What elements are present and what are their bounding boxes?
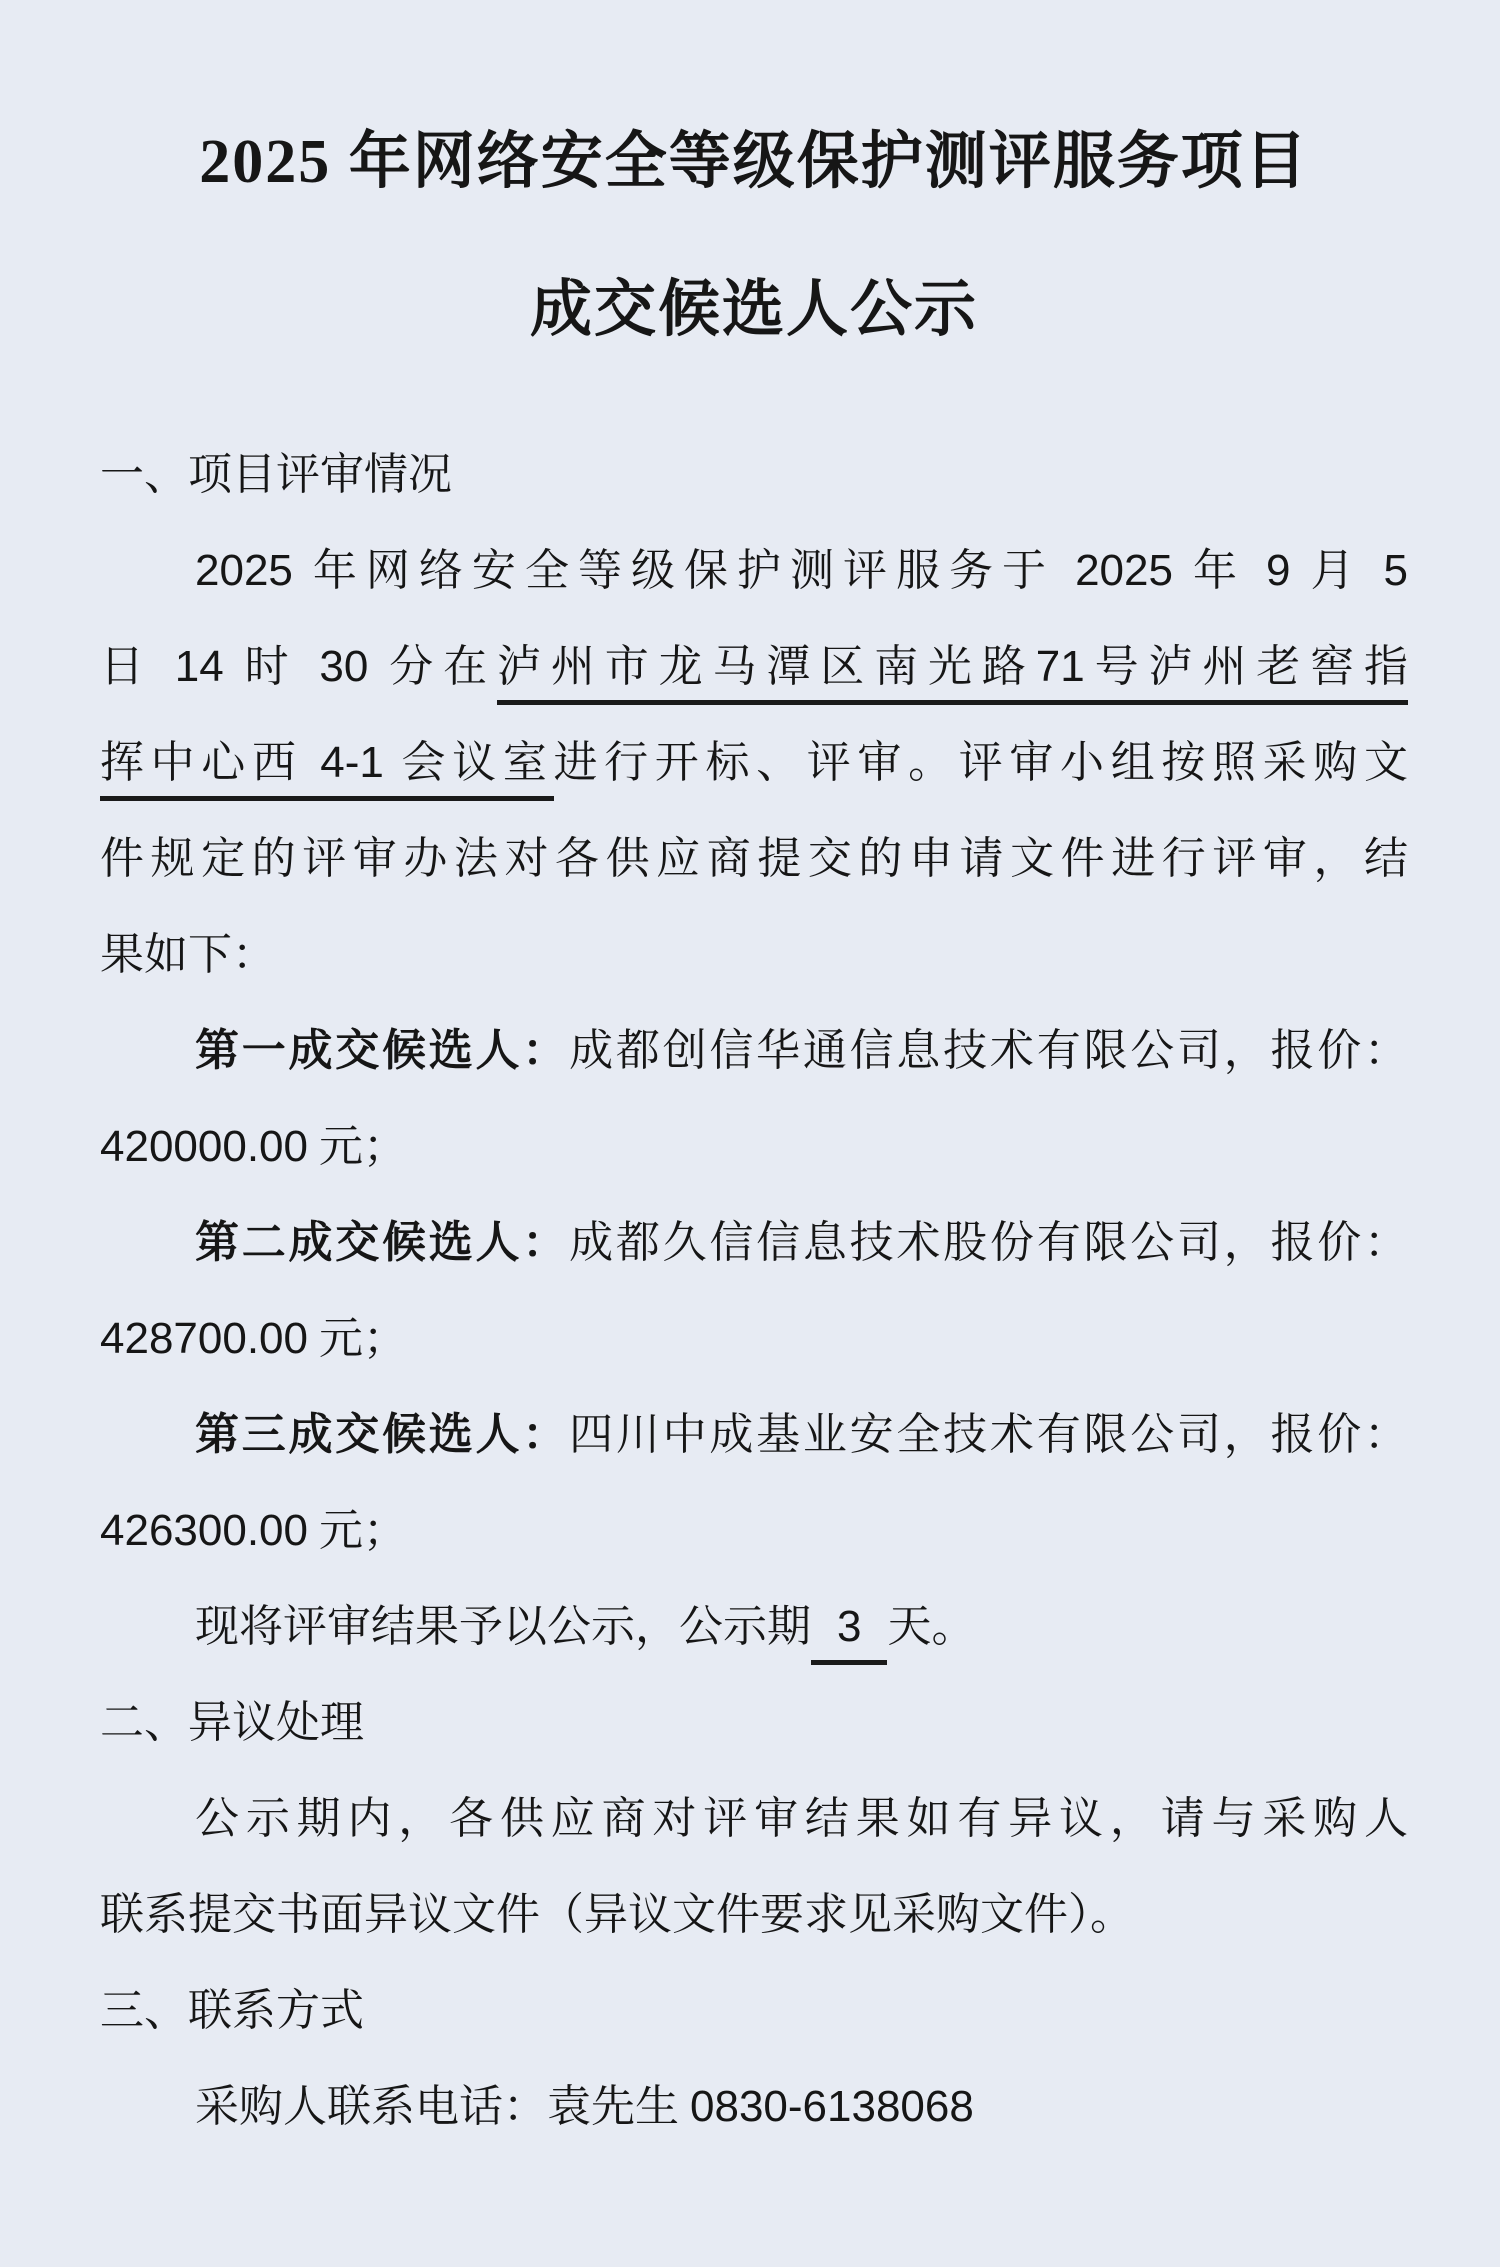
candidate-3-label: 第三成交候选人： <box>195 1410 570 1459</box>
p3-line-1: 公示期内，各供应商对评审结果如有异议，请与采购人 <box>195 1794 1408 1843</box>
candidate-3-price-line: 426300.00 元； <box>100 1506 407 1555</box>
candidate-3-price: 426300.00 <box>100 1506 308 1555</box>
contact-line <box>100 2059 1408 2155</box>
publicity-days: 3 <box>811 1602 887 1665</box>
section-3-heading-text: 三、联系方式 <box>100 1986 364 2035</box>
candidate-1-line <box>100 1003 1408 1099</box>
candidate-1-label: 第一成交候选人： <box>195 1026 570 1075</box>
candidate-2-price: 428700.00 <box>100 1314 308 1363</box>
section-1-heading-text: 一、项目评审情况 <box>100 450 452 499</box>
p1-line-2: 日 14 时 30 分在泸州市龙马潭区南光路71号泸州老窖指 <box>100 619 1408 715</box>
candidate-3-line <box>100 1387 1408 1483</box>
candidate-1-company: 成都创信华通信息技术有限公司，报价： <box>569 1026 1408 1075</box>
venue-underline-part-4: 会议室 <box>384 738 554 801</box>
venue-underline-part-1: 泸州市龙马潭区南光路 <box>497 642 1036 705</box>
section-2-heading-text: 二、异议处理 <box>100 1698 364 1747</box>
venue-underline-part-3: 挥中心西 <box>100 738 320 801</box>
candidate-2-line <box>100 1195 1408 1291</box>
p1-line-3: 挥中心西 4-1 会议室进行开标、评审。评审小组按照采购文 <box>100 715 1408 811</box>
venue-underline-part-2: 号泸州老窖指 <box>1085 642 1408 705</box>
document-title-line-1: 2025 年网络安全等级保护测评服务项目 <box>199 128 1309 196</box>
venue-room-number: 4-1 <box>320 738 384 801</box>
candidate-2-label: 第二成交候选人： <box>195 1218 570 1267</box>
p1-line-5: 果如下： <box>100 930 276 979</box>
publicity-period-line: 现将评审结果予以公示，公示期 3 天。 <box>100 1579 1408 1675</box>
contact-label: 采购人联系电话：袁先生 <box>195 2082 690 2131</box>
candidate-1-price: 420000.00 <box>100 1122 308 1171</box>
section-3-heading <box>100 1963 1408 2059</box>
section-1-heading <box>100 427 1408 523</box>
p1-line-1: 2025 年网络安全等级保护测评服务于 2025 年 9 月 5 <box>195 546 1408 595</box>
section-2-heading <box>100 1675 1408 1771</box>
candidate-2-company: 成都久信信息技术股份有限公司，报价： <box>569 1218 1408 1267</box>
venue-street-number: 71 <box>1036 642 1085 705</box>
document-body <box>100 427 1408 2155</box>
p3-line-2: 联系提交书面异议文件（异议文件要求见采购文件）。 <box>100 1890 1134 1939</box>
contact-phone-number: 0830-6138068 <box>690 2082 974 2131</box>
candidate-3-company: 四川中成基业安全技术有限公司，报价： <box>569 1410 1408 1459</box>
document-title-line-2: 成交候选人公示 <box>529 276 978 344</box>
candidate-2-price-line: 428700.00 元； <box>100 1314 407 1363</box>
candidate-1-price-line: 420000.00 元； <box>100 1122 407 1171</box>
p1-line-4: 件规定的评审办法对各供应商提交的申请文件进行评审，结 <box>100 834 1408 883</box>
